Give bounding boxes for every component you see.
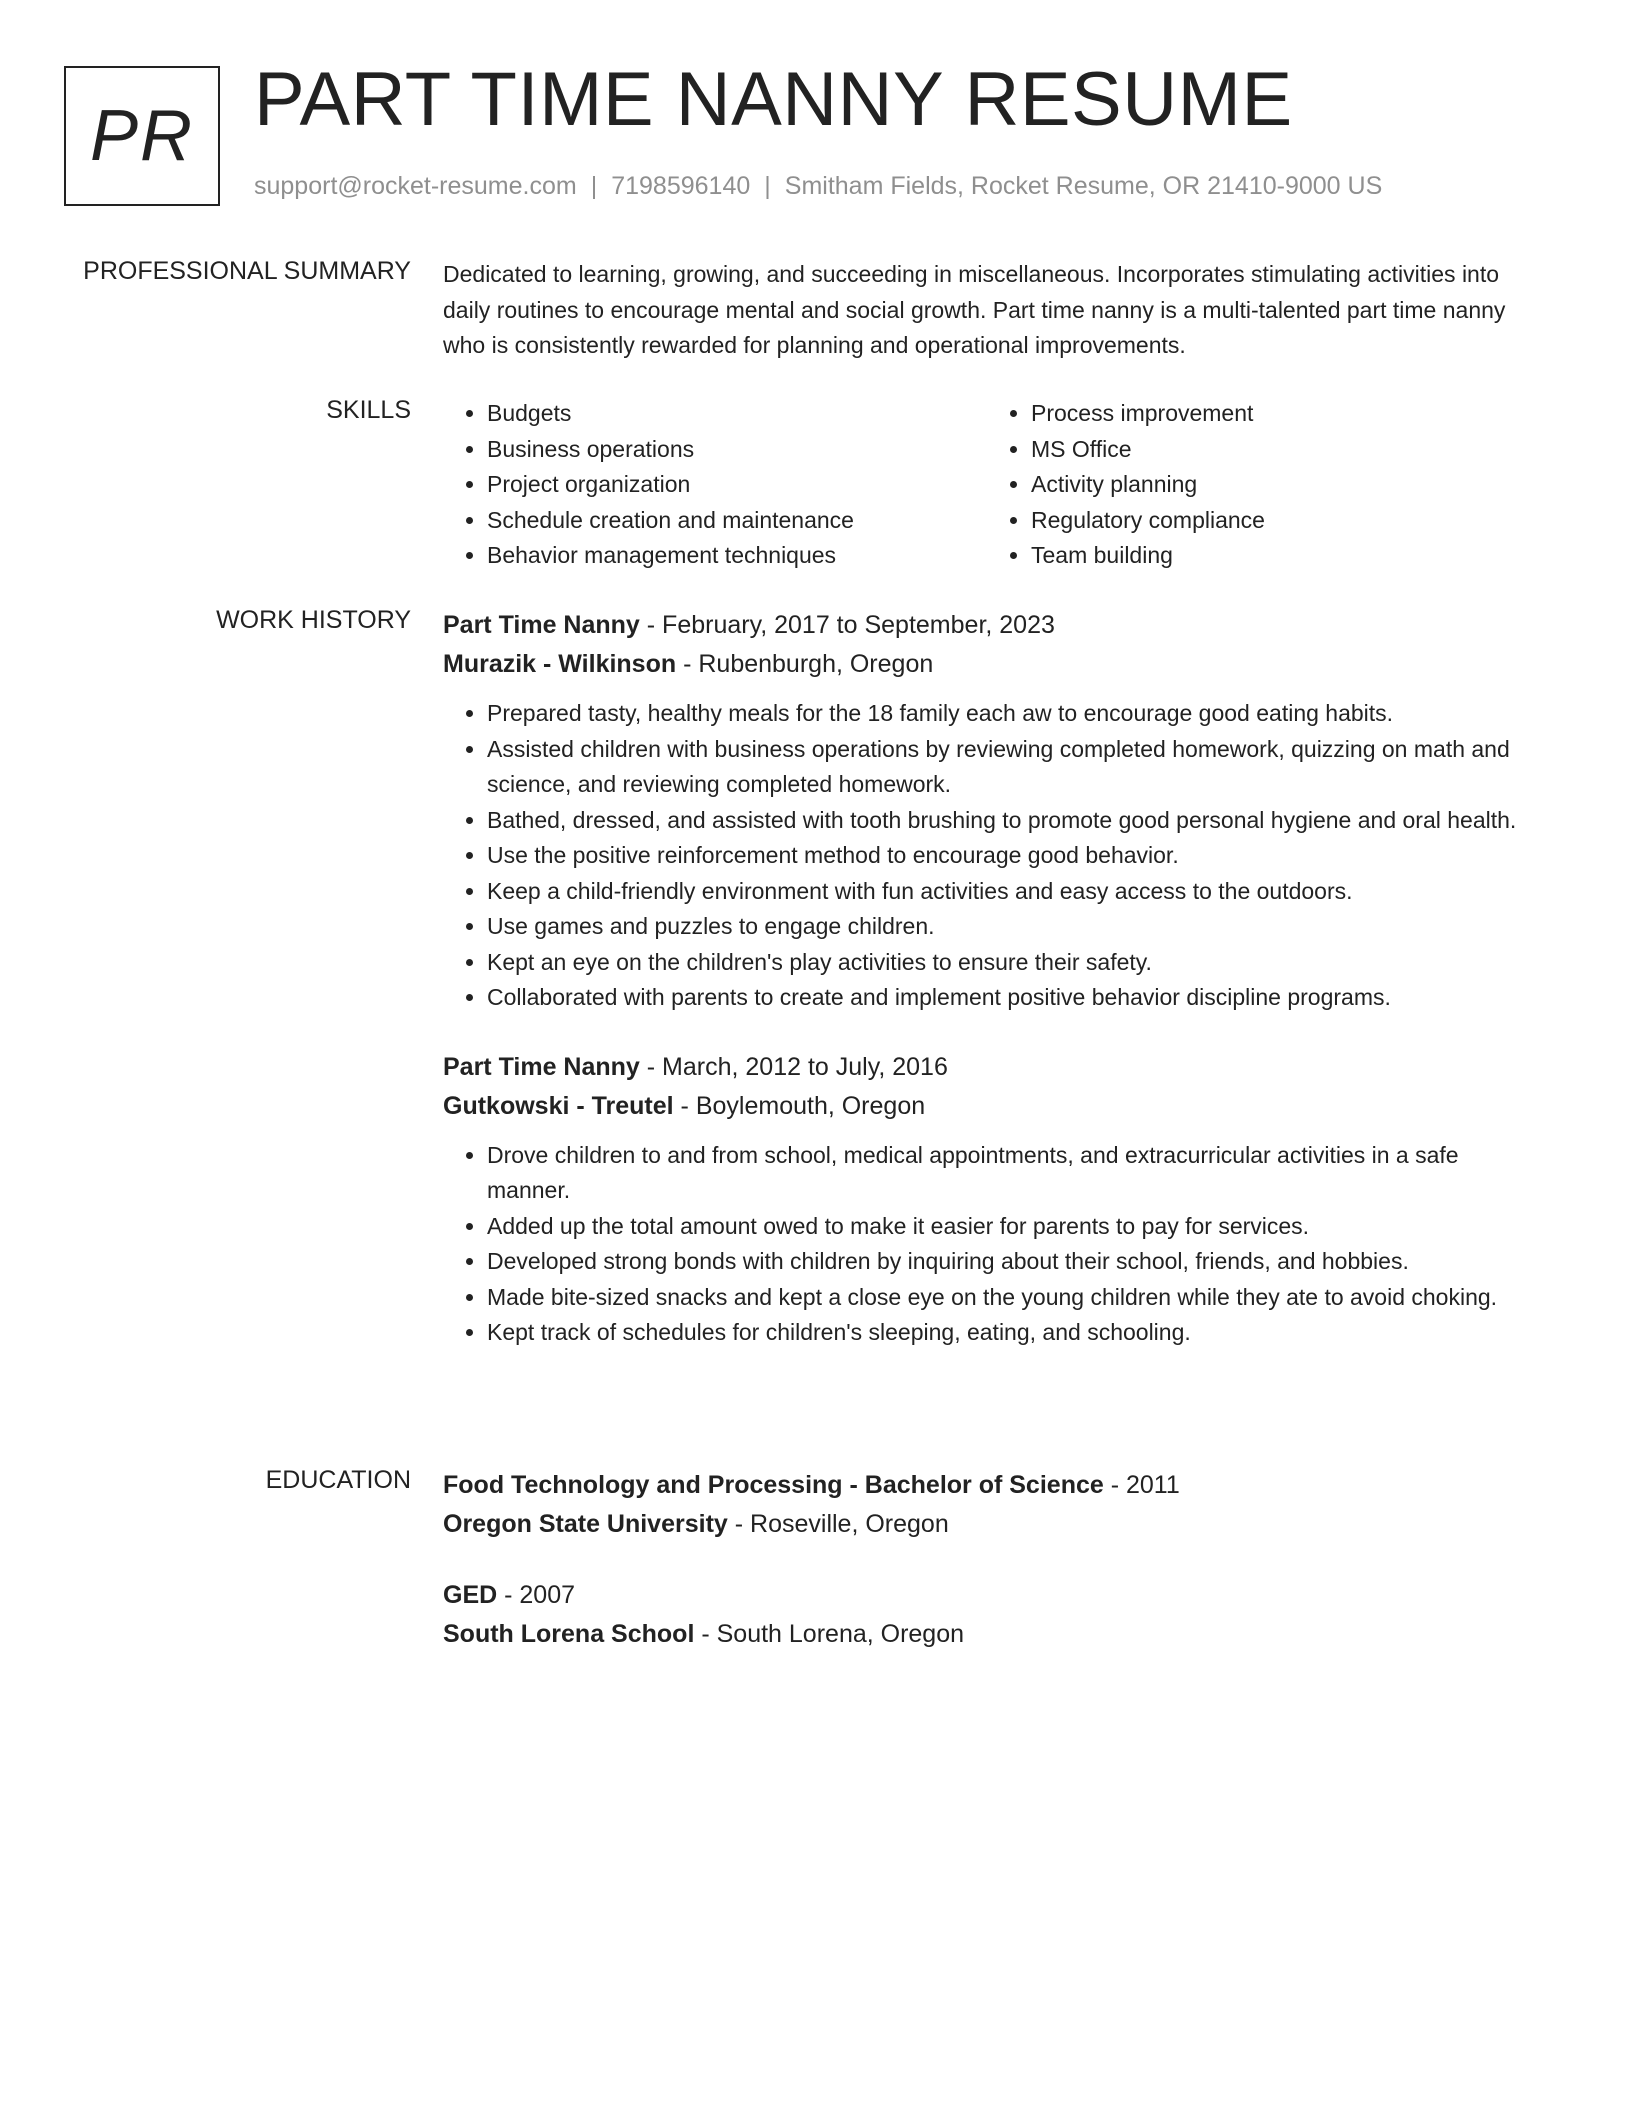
job-dates: - March, 2012 to July, 2016	[639, 1052, 948, 1081]
job-bullet: • Kept an eye on the children's play activities to ensure their safety.	[487, 945, 1543, 981]
education-school: South Lorena School	[443, 1620, 695, 1648]
skill-item: • Regulatory compliance	[1031, 503, 1531, 539]
job-title: Part Time Nanny	[443, 1052, 640, 1081]
job-bullet: • Assisted children with business operations by reviewing completed homework, quizzing on math and science, and reviewing completed homework.	[487, 732, 1543, 803]
education-school-line	[443, 1615, 1543, 1654]
skill-item: • Behavior management techniques	[487, 538, 987, 574]
contact-separator: |	[764, 172, 771, 200]
contact-phone: 7198596140	[611, 172, 751, 200]
summary-body	[443, 257, 1543, 364]
job-bullet: • Made bite-sized snacks and kept a close eye on the young children while they ate to avoid choking.	[487, 1280, 1543, 1316]
skill-item: • Budgets	[487, 396, 987, 432]
job-title-line	[443, 1048, 1543, 1087]
work-history-body	[443, 606, 1543, 1351]
education-year: - 2011	[1103, 1471, 1180, 1499]
contact-line	[254, 172, 1382, 201]
monogram-initials: PR	[89, 96, 195, 176]
skill-item: • Schedule creation and maintenance	[487, 503, 987, 539]
skills-list-left	[443, 396, 987, 574]
education-degree-line	[443, 1576, 1543, 1615]
education-degree: GED	[443, 1581, 498, 1609]
skill-item: • Project organization	[487, 467, 987, 503]
contact-address: Smitham Fields, Rocket Resume, OR 21410-9000 US	[784, 172, 1383, 200]
job-bullet: • Use games and puzzles to engage children.	[487, 909, 1543, 945]
skill-item: • Team building	[1031, 538, 1531, 574]
contact-email: support@rocket-resume.com	[254, 172, 577, 200]
summary-text: Dedicated to learning, growing, and succeeding in miscellaneous. Incorporates stimulating activities into daily routines to encourage mental and social growth. Part time nanny is a multi-talented part time nanny who is consistently rewarded for planning and operational improvements.	[443, 261, 1506, 358]
job-title: Part Time Nanny	[443, 611, 640, 639]
job-company-line	[443, 645, 1543, 684]
skills-list-right	[987, 396, 1531, 574]
job-bullet: • Prepared tasty, healthy meals for the 18 family each aw to encourage good eating habits.	[487, 696, 1543, 732]
education-body	[443, 1466, 1543, 1654]
section-heading-education: EDUCATION	[265, 1466, 411, 1494]
education-school-line	[443, 1505, 1543, 1544]
skill-item: • MS Office	[1031, 432, 1531, 468]
job-company: Gutkowski - Treutel	[443, 1091, 674, 1120]
job-entry	[443, 1048, 1543, 1351]
section-heading-skills: SKILLS	[326, 396, 411, 424]
skill-item: • Business operations	[487, 432, 987, 468]
section-heading-work-history: WORK HISTORY	[216, 606, 411, 634]
education-degree-line	[443, 1466, 1543, 1505]
skill-item: • Activity planning	[1031, 467, 1531, 503]
job-dates: - February, 2017 to September, 2023	[639, 611, 1055, 639]
job-bullet: • Kept track of schedules for children's sleeping, eating, and schooling.	[487, 1315, 1543, 1351]
job-entry	[443, 606, 1543, 1016]
skills-columns	[443, 396, 1543, 574]
education-year: - 2007	[497, 1581, 576, 1609]
job-bullet: • Bathed, dressed, and assisted with tooth brushing to promote good personal hygiene and oral health.	[487, 803, 1543, 839]
section-heading-summary: PROFESSIONAL SUMMARY	[83, 257, 411, 285]
monogram-box	[64, 66, 220, 206]
education-degree: Food Technology and Processing - Bachelor of Science	[443, 1471, 1104, 1499]
job-location: - Boylemouth, Oregon	[673, 1091, 926, 1120]
job-bullet: • Added up the total amount owed to make it easier for parents to pay for services.	[487, 1209, 1543, 1245]
education-entry	[443, 1576, 1543, 1654]
job-bullets	[443, 696, 1543, 1016]
job-bullet: • Drove children to and from school, medical appointments, and extracurricular activities in a safe manner.	[487, 1138, 1543, 1209]
job-title-line	[443, 606, 1543, 645]
job-bullet: • Developed strong bonds with children by inquiring about their school, friends, and hobbies.	[487, 1244, 1543, 1280]
job-bullet: • Keep a child-friendly environment with fun activities and easy access to the outdoors.	[487, 874, 1543, 910]
skill-item: • Process improvement	[1031, 396, 1531, 432]
job-company: Murazik - Wilkinson	[443, 650, 677, 678]
job-bullet: • Collaborated with parents to create and implement positive behavior discipline programs.	[487, 980, 1543, 1016]
job-bullet: • Use the positive reinforcement method to encourage good behavior.	[487, 838, 1543, 874]
education-school: Oregon State University	[443, 1510, 728, 1538]
education-entry	[443, 1466, 1543, 1544]
education-location: - Roseville, Oregon	[727, 1510, 949, 1538]
job-bullets	[443, 1138, 1543, 1351]
job-company-line	[443, 1087, 1543, 1126]
education-location: - South Lorena, Oregon	[694, 1620, 965, 1648]
job-location: - Rubenburgh, Oregon	[676, 650, 934, 678]
resume-title: PART TIME NANNY RESUME	[254, 57, 1293, 142]
contact-separator: |	[590, 172, 598, 200]
skills-body	[443, 396, 1543, 574]
